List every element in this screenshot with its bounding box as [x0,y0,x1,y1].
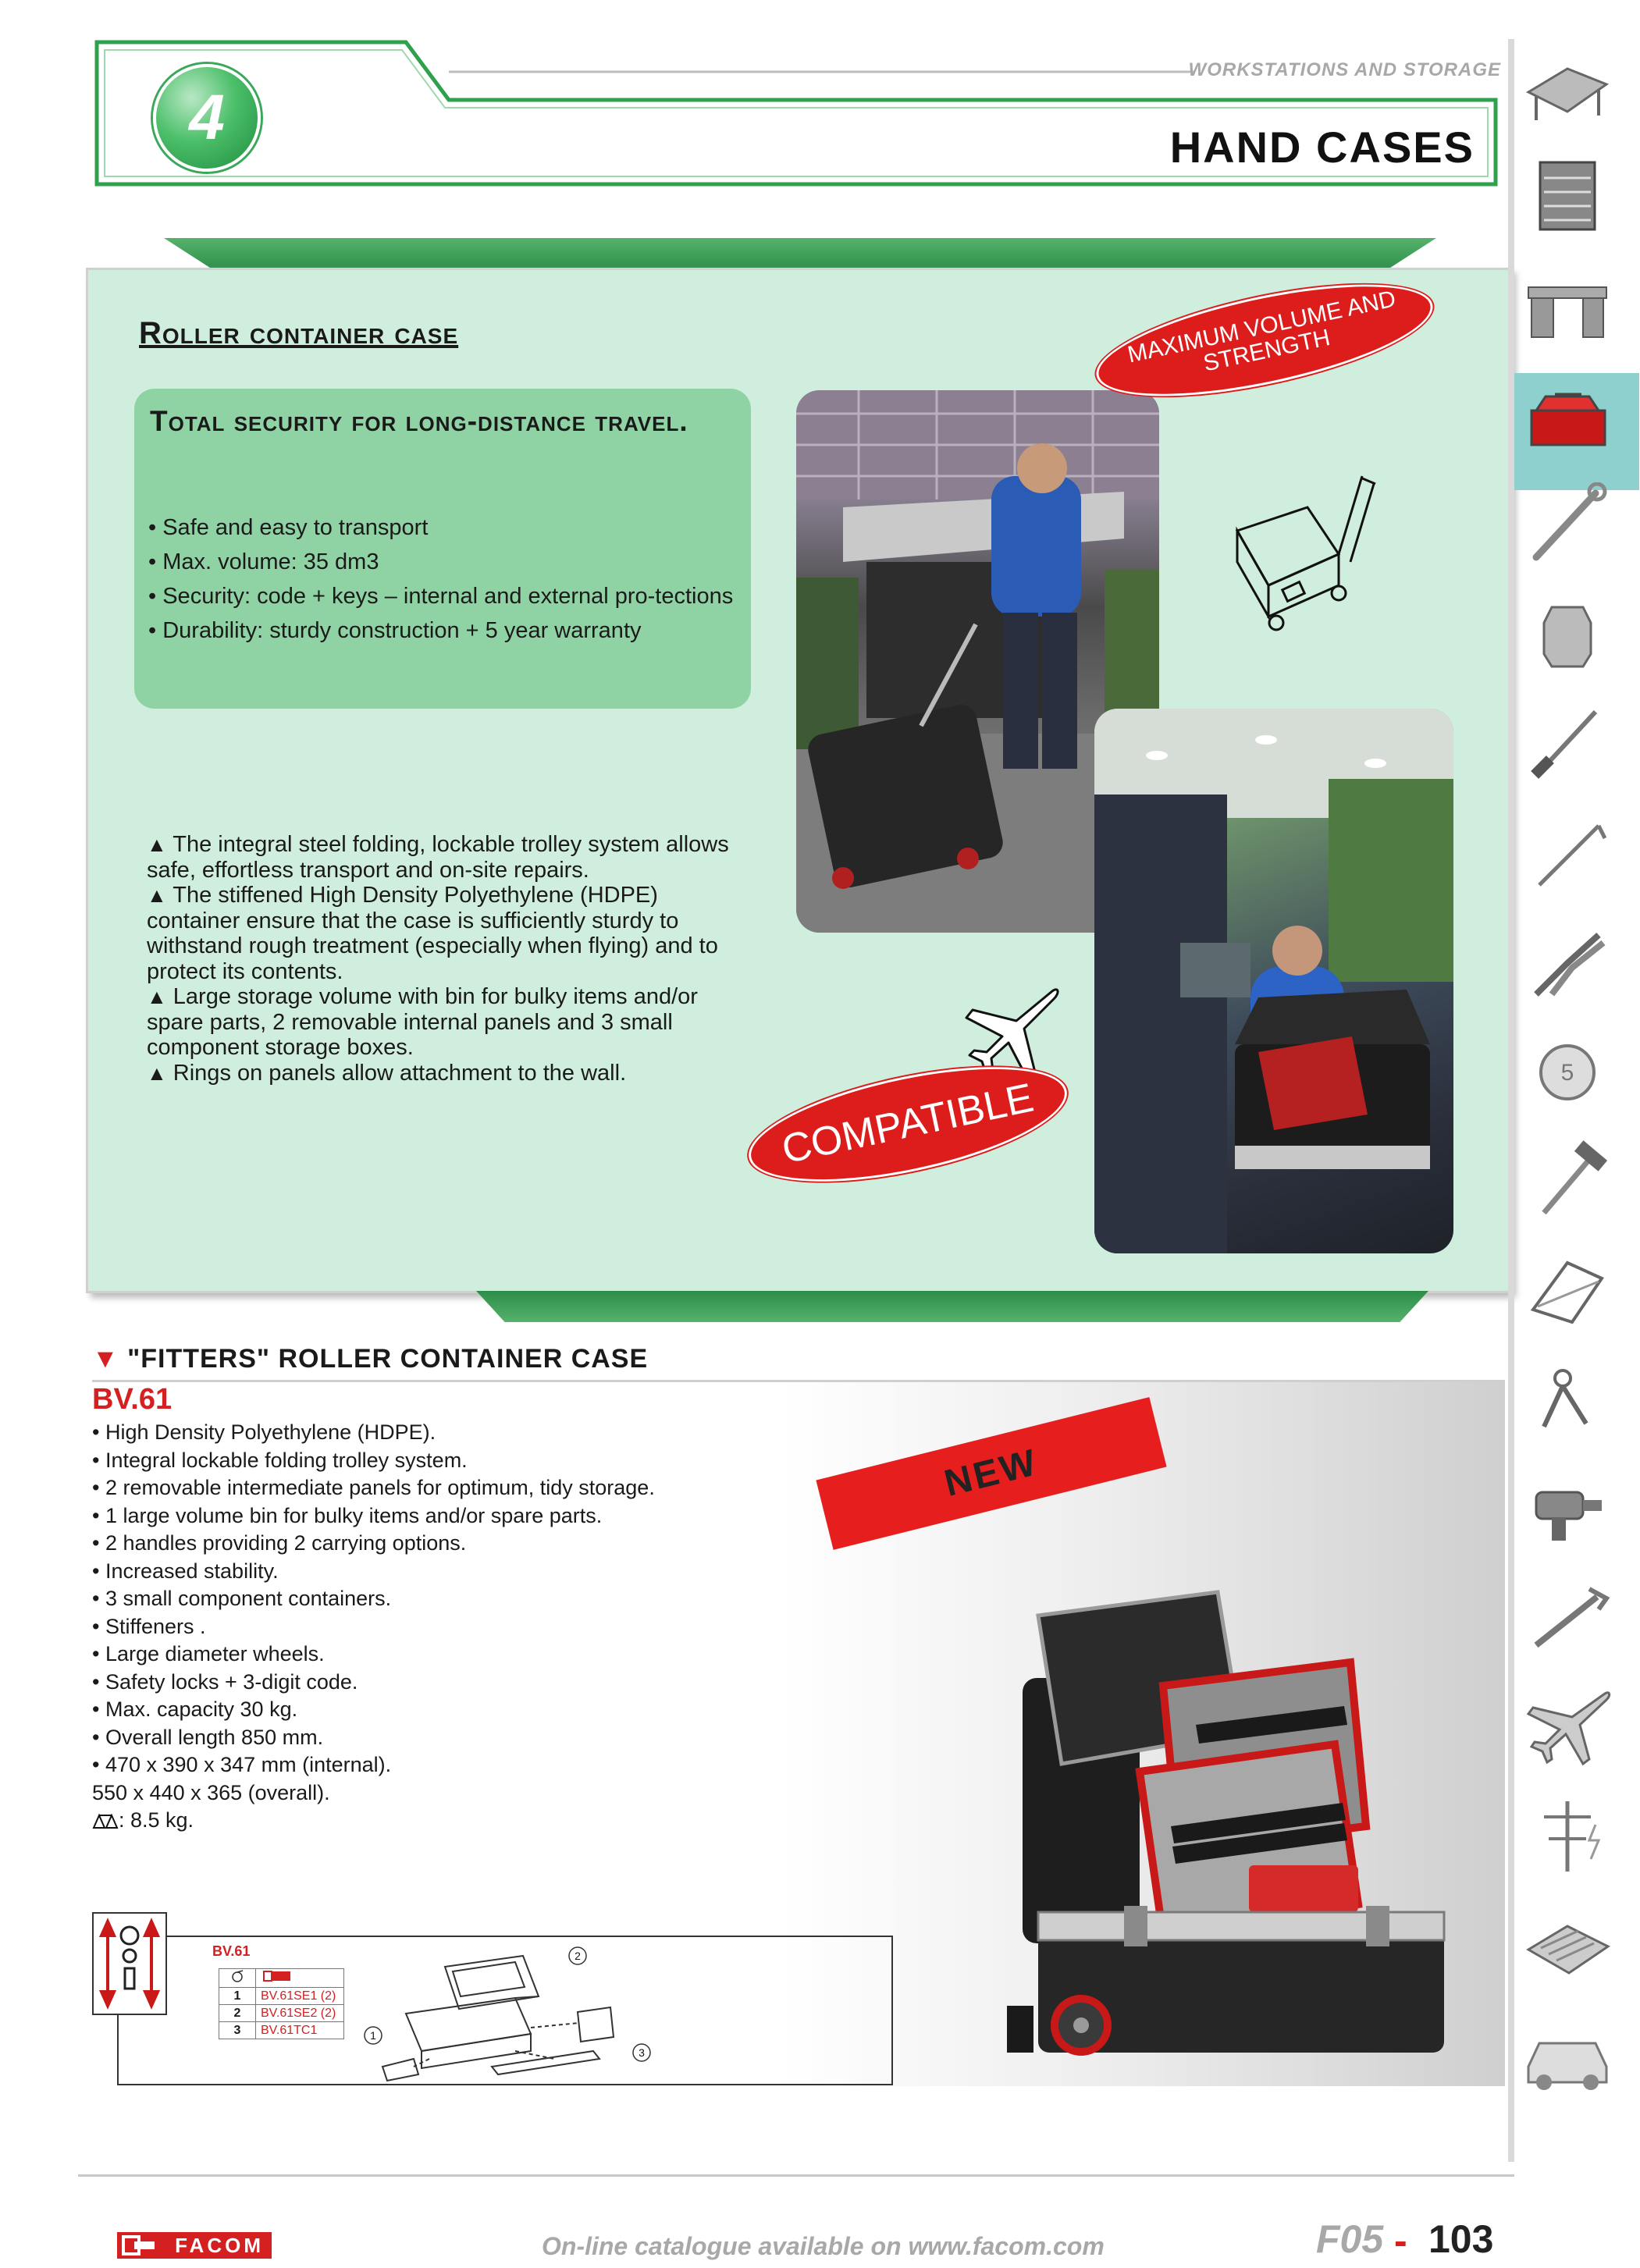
parts-table-header [219,1969,344,1988]
spec-item: • Max. capacity 30 kg. [92,1696,685,1724]
description-paragraph: ▲ Rings on panels allow attachment to the wall. [147,1060,627,1086]
feature-item: • Max. volume: 35 dm3 [148,549,742,575]
product-photo-open-case [991,1569,1475,2060]
badge-max-volume: MAXIMUM VOLUME AND STRENGTH [1087,261,1442,418]
tool-cabinet-icon[interactable] [1521,155,1616,239]
footer-rule [78,2174,1514,2177]
hacksaw-icon[interactable] [1521,1247,1616,1331]
feature-item: • Security: code + keys – internal and external pro-tections [148,584,742,610]
spec-item: • Safety locks + 3-digit code. [92,1669,685,1697]
callout-1: 1 [370,2029,376,2042]
section-kicker: WORKSTATIONS AND STORAGE [1188,59,1501,80]
parts-icon-column [92,1912,167,2015]
exploded-parts-diagram [359,1942,656,2085]
product-subheading: ▼ "FITTERS" ROLLER CONTAINER CASE [92,1344,649,1374]
description-paragraph: ▲ Large storage volume with bin for bulky items and/or spare parts, 2 removable internal panels and 3 small component storage boxes. [147,984,698,1060]
chapter-badge: 4 [153,64,261,172]
spec-item: • 2 handles providing 2 carrying options. [92,1530,685,1558]
product-heading: Roller container case [139,316,459,350]
triangle-bullet-icon: ▲ [147,1061,167,1085]
callout-3: 3 [639,2046,645,2059]
badge-compatible: COMPATIBLE [739,1044,1076,1204]
spec-item: • 2 removable intermediate panels for optimum, tidy storage. [92,1474,685,1502]
panel-top-strip [164,238,1436,271]
description [147,832,740,1086]
callout-2: 2 [575,1950,581,1962]
spare-parts-icon [94,1914,165,2014]
feature-item: • Safe and easy to transport [148,515,742,541]
workbench-icon[interactable] [1521,45,1616,130]
page-prefix: F05 [1316,2217,1384,2261]
spec-item: 550 x 440 x 365 (overall). [92,1780,330,1804]
facom-mark-icon [261,1970,292,1982]
hex-key-icon[interactable] [1521,810,1616,894]
catalogue-note: On-line catalogue available on www.facom.com [542,2232,1105,2260]
parts-table-row: 2 BV.61SE2 (2) [219,2005,344,2022]
spec-item: • 3 small component containers. [92,1585,685,1613]
brand-logo: FACOM [117,2232,272,2259]
part-shape-icon [230,1970,244,1982]
spec-item: • Large diameter wheels. [92,1641,685,1669]
automotive-icon[interactable] [1521,2012,1616,2096]
screwdriver-icon[interactable] [1521,701,1616,785]
parts-table-row: 3 BV.61TC1 [219,2022,344,2039]
workstation-icon[interactable] [1521,264,1616,348]
wrench-icon[interactable] [1521,482,1616,567]
spec-item: • 470 x 390 x 347 mm (internal). [92,1751,685,1779]
panel-bottom-strip [476,1291,1428,1322]
aircraft-icon[interactable] [1521,1684,1616,1769]
triangle-bullet-icon: ▲ [147,833,167,856]
triangle-bullet-icon: ▲ [147,985,167,1008]
feature-title: Total security for long-distance travel. [150,405,688,437]
pipe-wrench-icon[interactable] [1521,1575,1616,1659]
page-separator: - [1394,2219,1407,2263]
impact-wrench-icon[interactable] [1521,1466,1616,1550]
trolley-case-icon [1222,468,1378,636]
weight-scale-icon [92,1812,119,1829]
parts-table-row: 1 BV.61SE1 (2) [219,1988,344,2005]
description-paragraph: ▲ The integral steel folding, lockable trolley system allows safe, effortless transport and on-site repairs. [147,832,729,883]
parts-ref: BV.61 [212,1943,251,1959]
spec-item: : 8.5 kg. [92,1807,685,1835]
spec-list [92,1419,685,1835]
section-divider [92,1380,1505,1382]
pliers-icon[interactable] [1521,919,1616,1004]
kit-icon[interactable] [1521,1903,1616,1987]
parts-table [219,1968,344,2039]
electrical-icon[interactable] [1521,1793,1616,1878]
brand-mark-cell [256,1969,344,1988]
photo-man-with-open-case [1094,709,1453,1253]
toolbox-icon[interactable] [1521,373,1616,457]
hammer-icon[interactable] [1521,1138,1616,1222]
description-paragraph: ▲ The stiffened High Density Polyethylene (HDPE) container ensure that the case is sufficiently sturdy to withstand rough treatment (especially when flying) and to protect its contents. [147,883,718,984]
svg-text:5: 5 [1560,1060,1574,1086]
down-triangle-icon: ▼ [92,1344,119,1374]
spec-item: • Integral lockable folding trolley system. [92,1447,685,1475]
page-title: HAND CASES [1169,123,1475,172]
spec-item: • Stiffeners . [92,1613,685,1641]
feature-item: • Durability: sturdy construction + 5 year warranty [148,618,742,644]
socket-icon[interactable] [1521,592,1616,676]
product-ref-code: BV.61 [92,1383,173,1416]
tape-measure-icon[interactable] [1521,1029,1616,1113]
tab-column-rule [1508,39,1516,2162]
spec-item: • High Density Polyethylene (HDPE). [92,1419,685,1447]
spec-item: • Overall length 850 mm. [92,1724,685,1752]
triangle-bullet-icon: ▲ [147,883,167,907]
feature-list [148,515,742,652]
spec-item: • 1 large volume bin for bulky items and/or spare parts. [92,1502,685,1530]
puller-icon[interactable] [1521,1356,1616,1441]
page-number: 103 [1428,2217,1494,2261]
facom-logo-mark [120,2234,158,2257]
new-banner: NEW [816,1397,1166,1550]
part-icon-cell [219,1969,256,1988]
spec-item: • Increased stability. [92,1558,685,1586]
